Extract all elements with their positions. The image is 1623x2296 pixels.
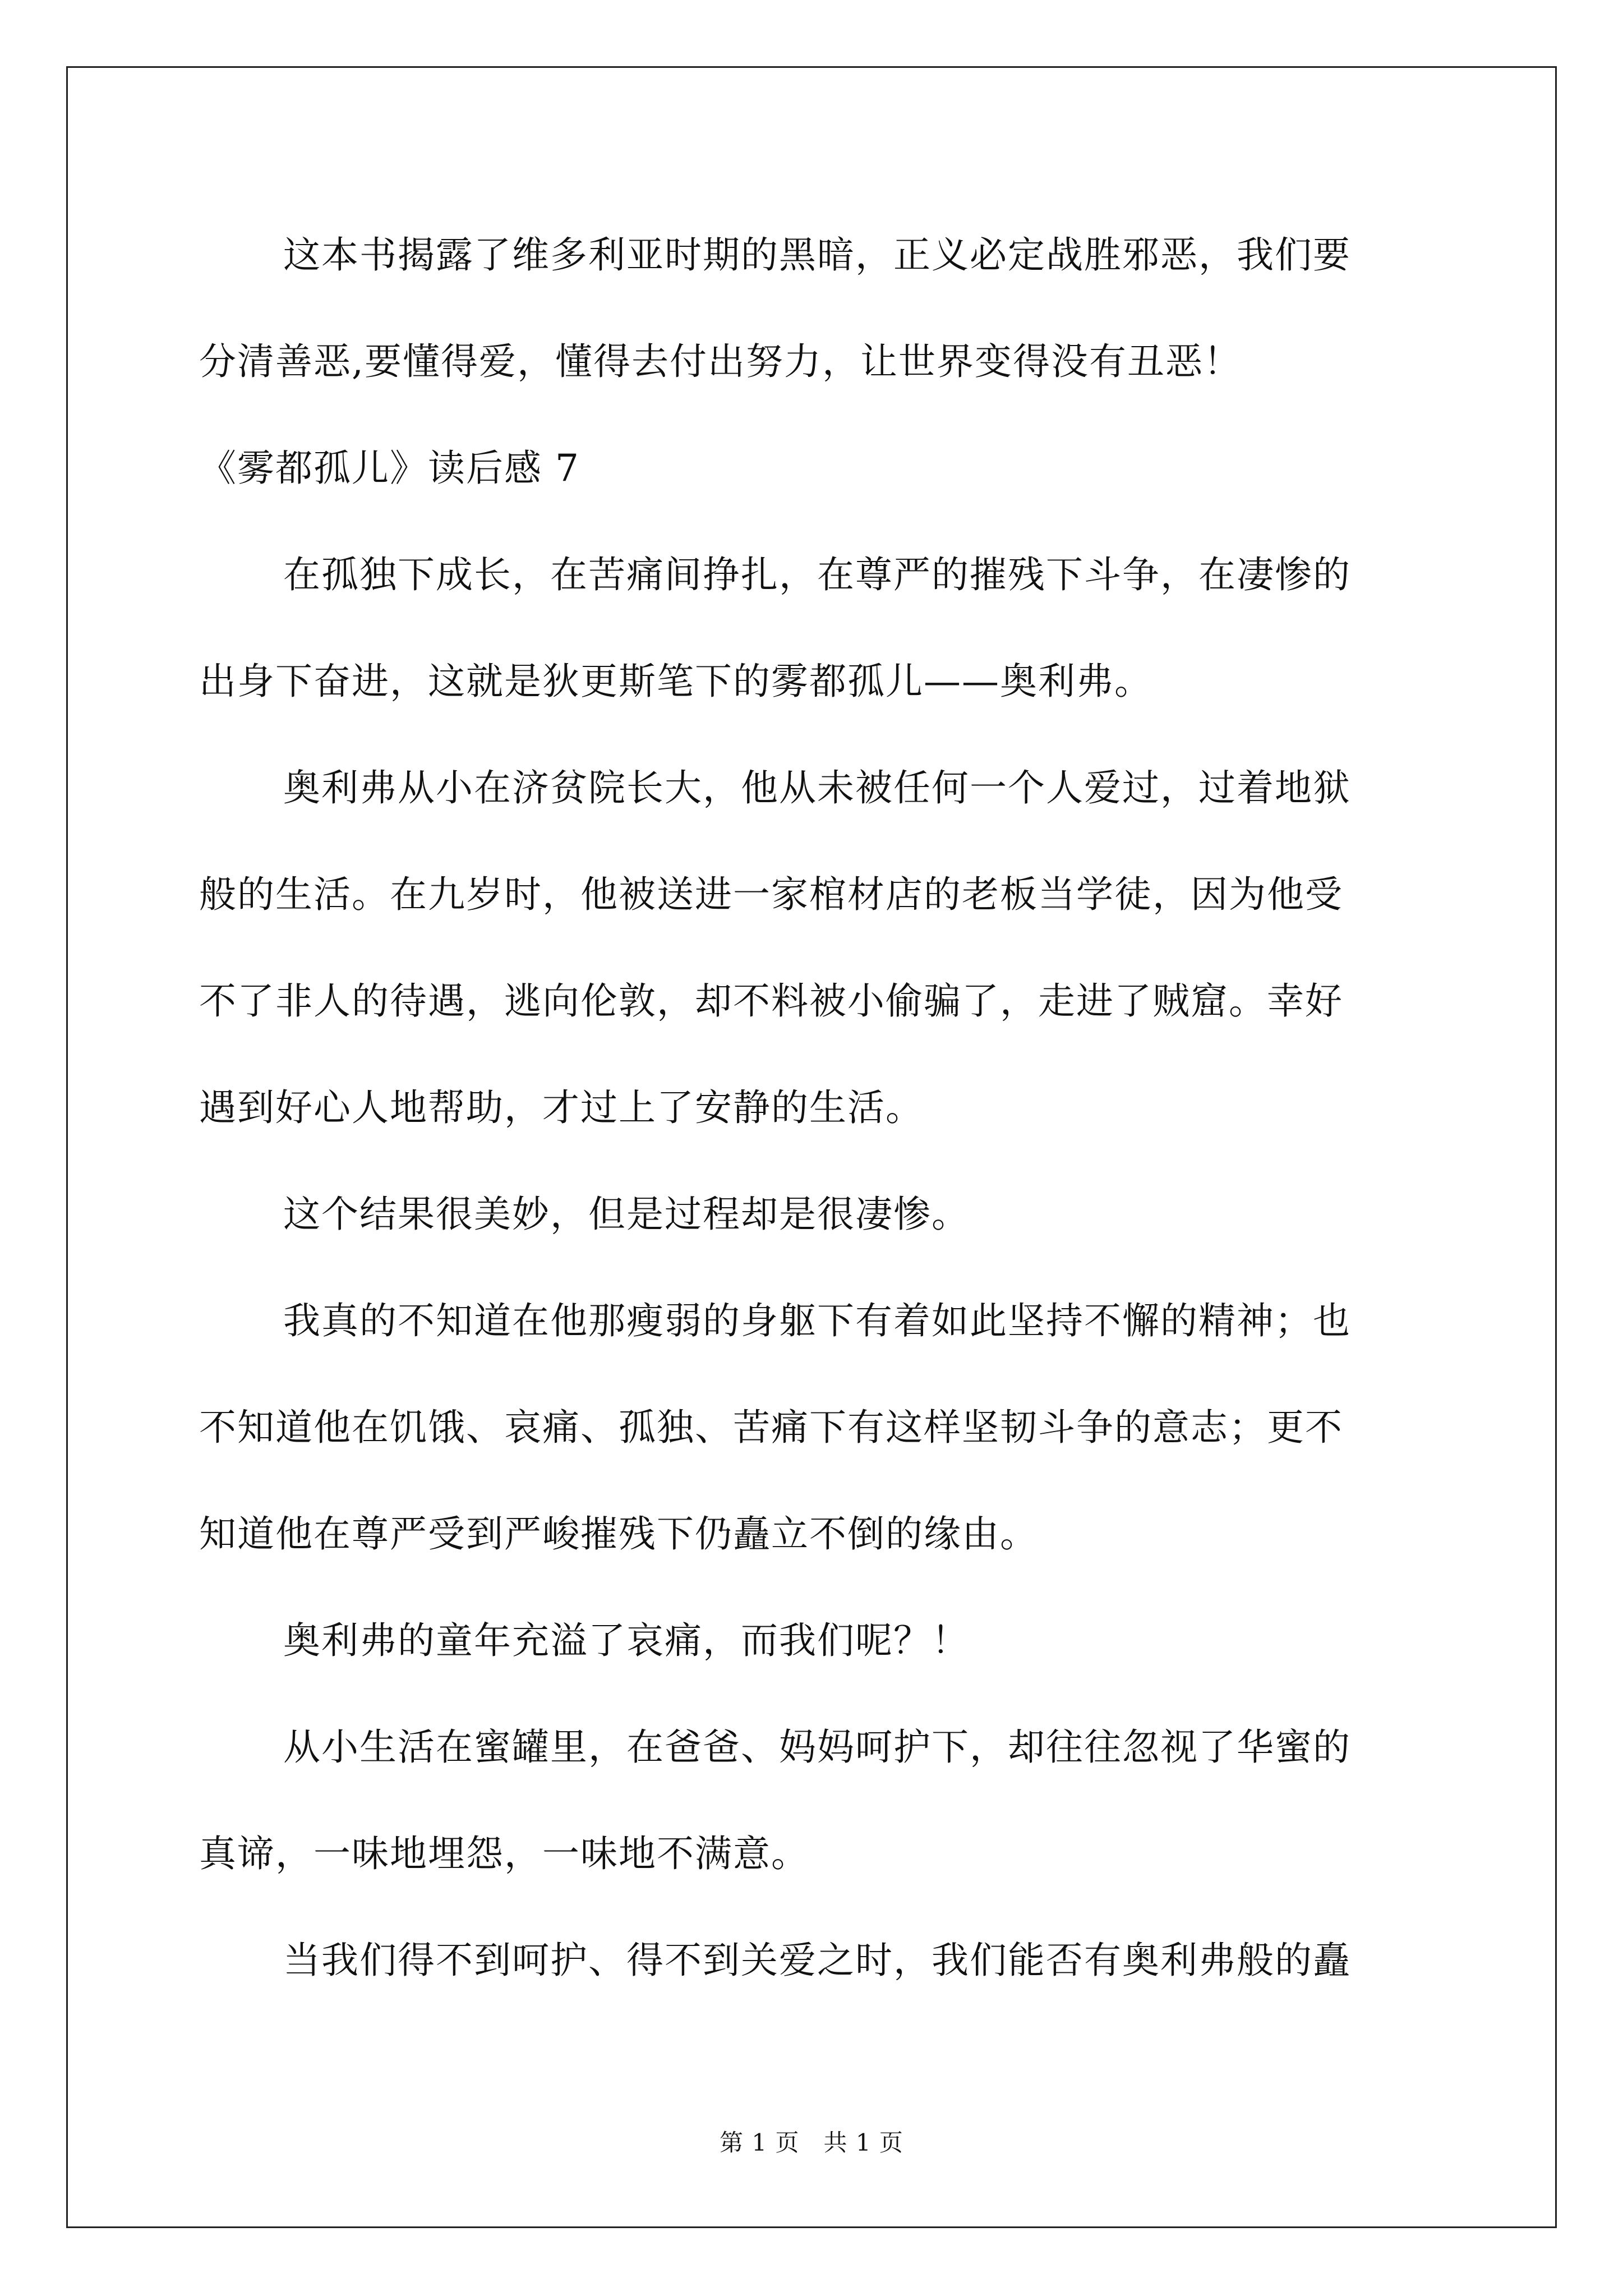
paragraph-line: 不了非人的待遇，逃向伦敦，却不料被小偷骗了，走进了贼窟。幸好 [199,979,1343,1023]
paragraph-line: 不知道他在饥饿、哀痛、孤独、苦痛下有这样坚韧斗争的意志；更不 [199,1406,1343,1449]
paragraph-line: 遇到好心人地帮助，才过上了安静的生活。 [199,1086,924,1129]
paragraph-line: 在孤独下成长，在苦痛间挣扎，在尊严的摧残下斗争，在凄惨的 [283,553,1351,596]
paragraph-line: 我真的不知道在他那瘦弱的身躯下有着如此坚持不懈的精神；也 [283,1299,1351,1342]
paragraph-line: 从小生活在蜜罐里，在爸爸、妈妈呵护下，却往往忽视了华蜜的 [283,1726,1351,1769]
paragraph-line: 知道他在尊严受到严峻摧残下仍矗立不倒的缘由。 [199,1512,1038,1556]
paragraph-line: 这个结果很美妙，但是过程却是很凄惨。 [283,1193,970,1236]
paragraph-line: 真谛，一味地埋怨，一味地不满意。 [199,1832,809,1875]
paragraph-line: 般的生活。在九岁时，他被送进一家棺材店的老板当学徒，因为他受 [199,873,1343,916]
page-number-footer: 第 1 页 共 1 页 [720,2129,903,2156]
section-heading: 《雾都孤儿》读后感 7 [199,447,580,490]
paragraph-line: 当我们得不到呵护、得不到关爱之时，我们能否有奥利弗般的矗 [283,1939,1351,1982]
paragraph-line: 奥利弗从小在济贫院长大，他从未被任何一个人爱过，过着地狱 [283,766,1351,809]
paragraph-line: 这本书揭露了维多利亚时期的黑暗，正义必定战胜邪恶，我们要 [283,233,1351,277]
paragraph-line: 出身下奋进，这就是狄更斯笔下的雾都孤儿——奥利弗。 [199,660,1152,703]
paragraph-line: 分清善恶,要懂得爱，懂得去付出努力，让世界变得没有丑恶！ [199,340,1242,383]
paragraph-line: 奥利弗的童年充溢了哀痛，而我们呢？！ [283,1619,970,1662]
